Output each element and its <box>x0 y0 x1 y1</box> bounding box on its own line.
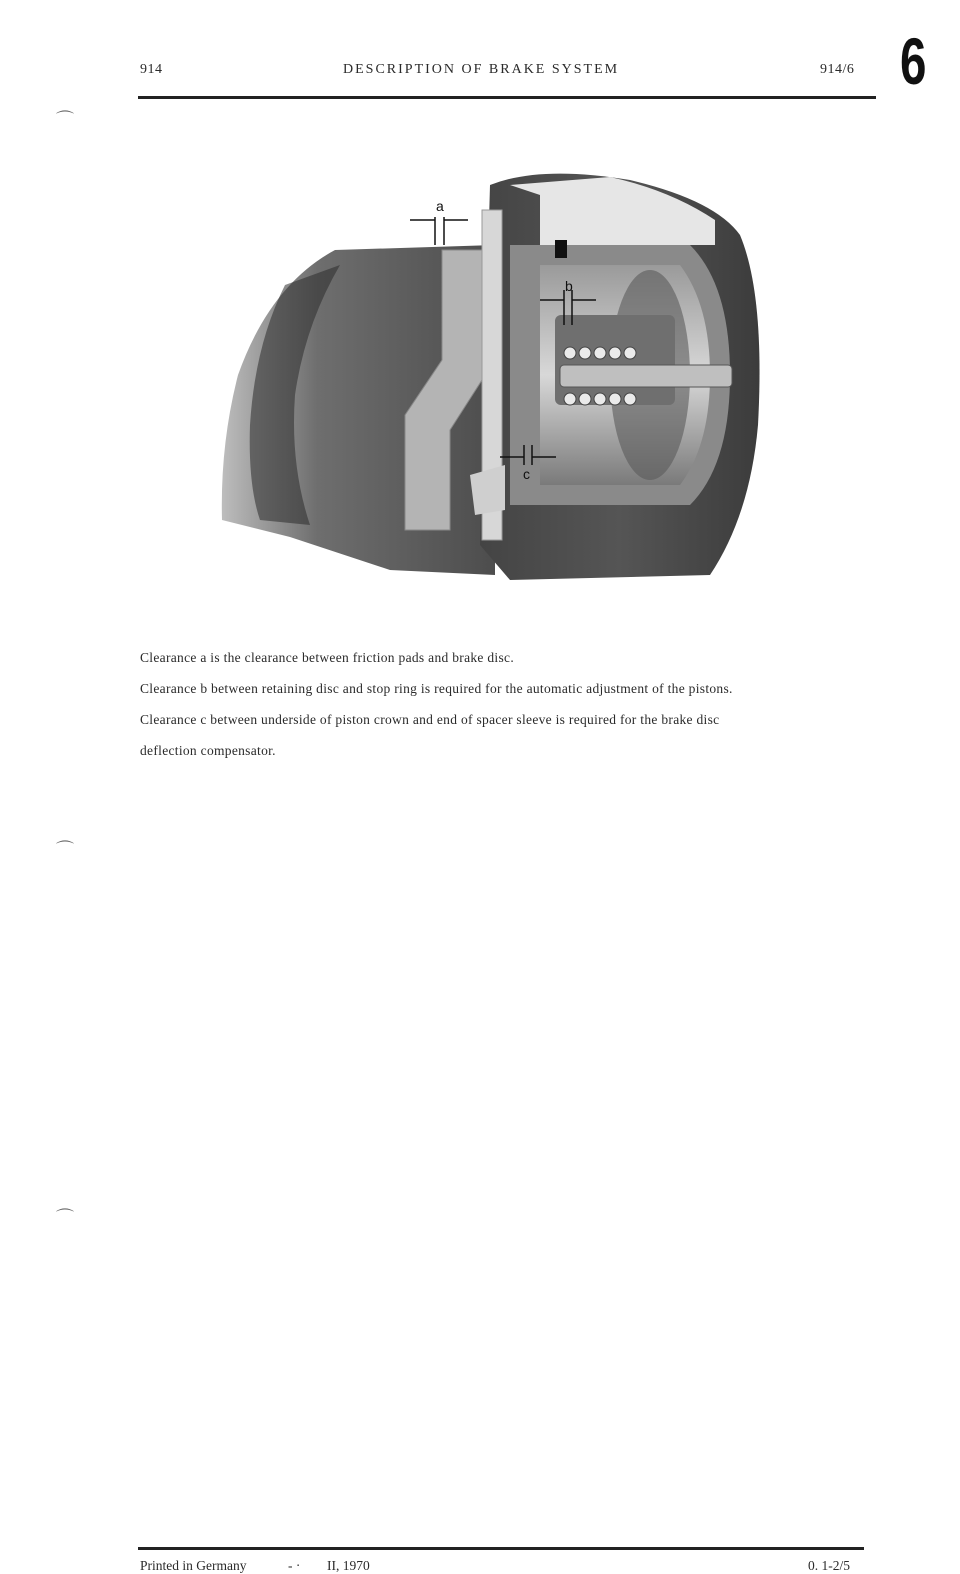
footer-printed-in: Printed in Germany <box>140 1558 247 1573</box>
footer-date: II, 1970 <box>327 1558 370 1573</box>
footer-separator: - · <box>288 1558 301 1573</box>
footer-rule <box>138 1547 864 1550</box>
retaining-clip <box>555 240 567 258</box>
caption-clearance-c-continued: deflection compensator. <box>140 743 276 758</box>
margin-mark: ⌒ <box>56 1208 74 1229</box>
section-number: 6 <box>900 24 927 98</box>
clearance-a-marker <box>410 217 468 245</box>
header-rule <box>138 96 876 99</box>
caption-clearance-a: Clearance a is the clearance between friction pads and brake disc. <box>140 650 514 665</box>
caption-clearance-c: Clearance c between underside of piston crown and end of spacer sleeve is required for the brake disc <box>140 712 720 727</box>
adjuster-pin <box>560 365 732 387</box>
adjuster-housing <box>555 315 675 405</box>
header-title: DESCRIPTION OF BRAKE SYSTEM <box>343 62 620 77</box>
label-a: a <box>436 198 444 214</box>
margin-mark: ⌒ <box>56 840 74 861</box>
margin-mark: ⌒ <box>56 110 74 131</box>
brake-caliper-cutaway-figure <box>210 165 770 585</box>
header-page-number: 914 <box>140 62 163 77</box>
header-model: 914/6 <box>820 62 855 77</box>
label-c: c <box>523 466 530 482</box>
caliper-cut-face <box>510 177 715 245</box>
caption-clearance-b: Clearance b between retaining disc and stop ring is required for the automatic adjustment of the pistons. <box>140 681 733 696</box>
footer-page-ref: 0. 1-2/5 <box>808 1558 850 1573</box>
label-b: b <box>565 278 573 294</box>
